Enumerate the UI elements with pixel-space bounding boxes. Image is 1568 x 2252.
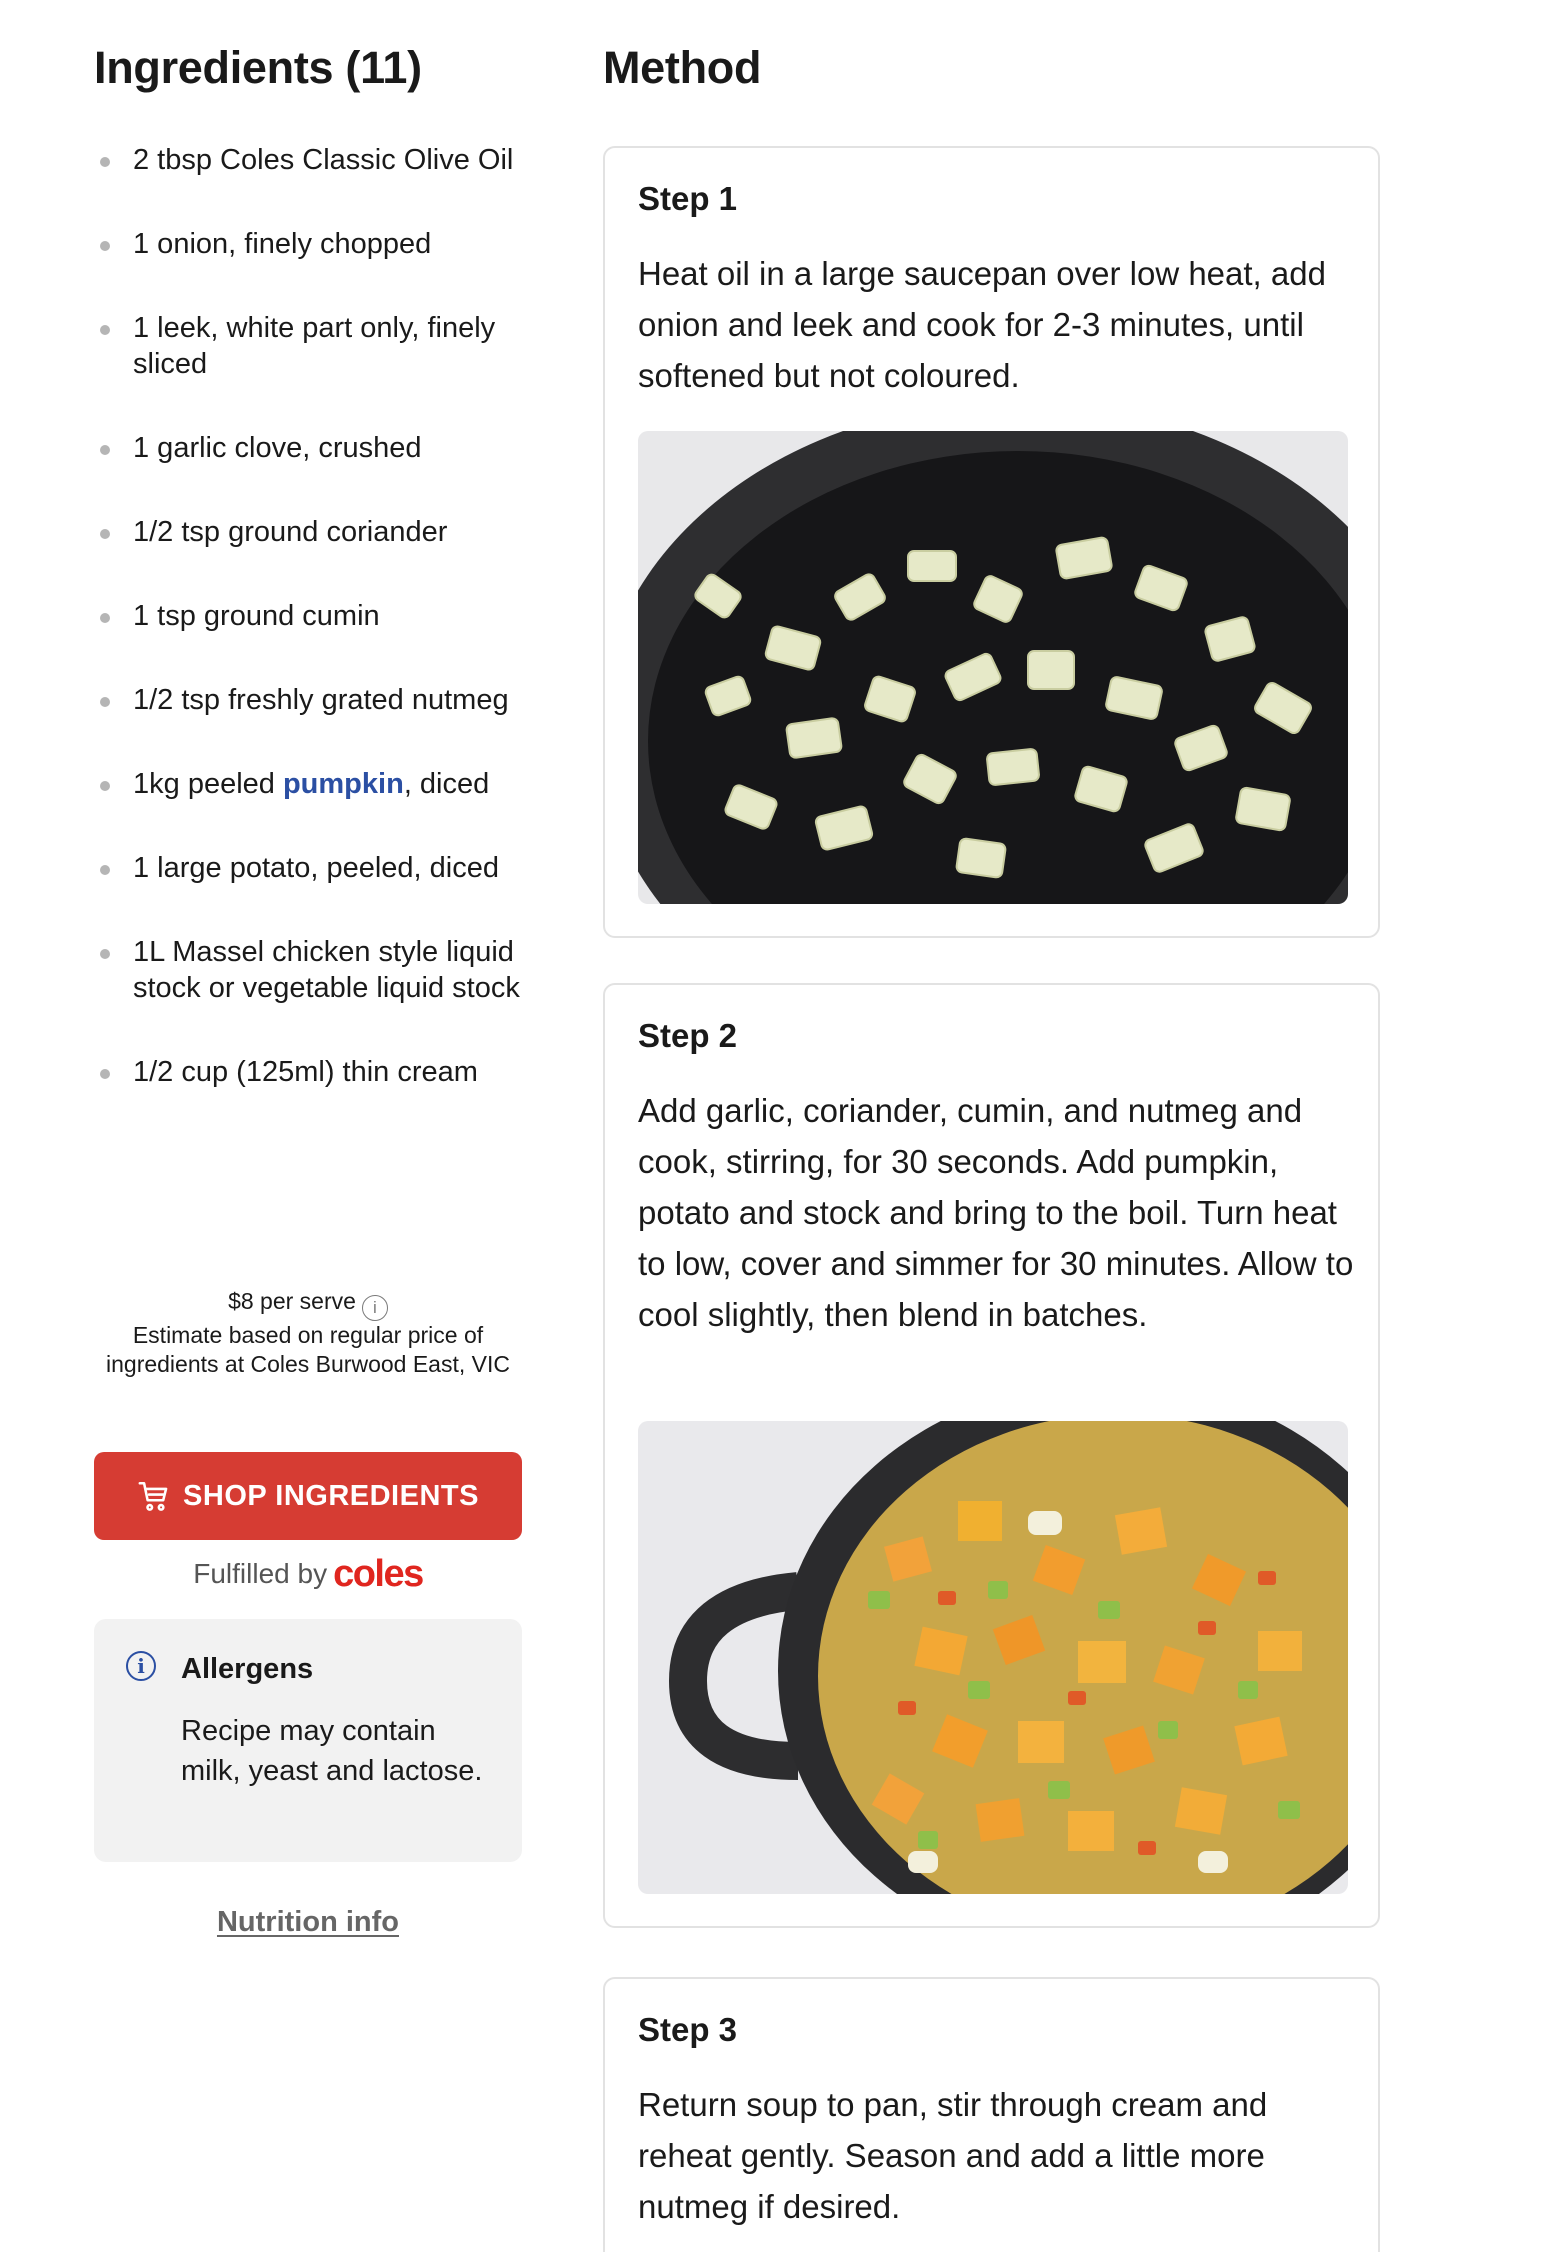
- list-item: 1/2 tsp freshly grated nutmeg: [94, 682, 522, 718]
- list-item: 1 leek, white part only, finely sliced: [94, 310, 522, 382]
- list-item: 1kg peeled pumpkin, diced: [94, 766, 522, 802]
- cart-icon: [137, 1479, 171, 1513]
- ingredients-title: Ingredients (11): [94, 42, 422, 93]
- coles-logo: coles: [333, 1553, 423, 1595]
- method-title: Method: [603, 42, 762, 93]
- step-text: Add garlic, coriander, cumin, and nutmeg and cook, stirring, for 30 seconds. Add pumpkin, potato and stock and bring to the boil. Turn heat to low, cover and simmer for 30 minutes. Allow to cool slightly, then blend in batches.: [638, 1092, 1354, 1333]
- fulfilled-by: Fulfilled by coles: [193, 1553, 423, 1595]
- nutrition-info-link[interactable]: Nutrition info: [216, 1906, 399, 1938]
- price-estimate: [94, 1287, 522, 1379]
- bullet-icon: [100, 241, 110, 251]
- pumpkin-link[interactable]: pumpkin: [282, 768, 404, 800]
- bullet-icon: [100, 445, 110, 455]
- step-card-3: [603, 1977, 1380, 2252]
- info-icon: i: [126, 1651, 156, 1681]
- bullet-icon: [100, 325, 110, 335]
- onion-pan-photo: [638, 431, 1348, 904]
- step-title: Step 2: [638, 1017, 738, 1054]
- allergens-box: [94, 1619, 522, 1862]
- ingredient-list: [94, 142, 522, 1138]
- list-item: 1 tsp ground cumin: [94, 598, 522, 634]
- step-title: Step 1: [638, 180, 738, 217]
- step-1-image: [638, 431, 1348, 904]
- list-item: 1 onion, finely chopped: [94, 226, 522, 262]
- price-per-serve: $8 per serve: [228, 1288, 356, 1314]
- list-item: 1/2 tsp ground coriander: [94, 514, 522, 550]
- list-item: 2 tbsp Coles Classic Olive Oil: [94, 142, 522, 178]
- step-text: Return soup to pan, stir through cream and reheat gently. Season and add a little more nutmeg if desired.: [638, 2086, 1268, 2225]
- bullet-icon: [100, 865, 110, 875]
- list-item: 1L Massel chicken style liquid stock or vegetable liquid stock: [94, 934, 522, 1006]
- allergens-text: Recipe may contain milk, yeast and lactose.: [181, 1715, 483, 1787]
- list-item: 1/2 cup (125ml) thin cream: [94, 1054, 522, 1090]
- list-item: 1 large potato, peeled, diced: [94, 850, 522, 886]
- allergens-title: Allergens: [181, 1653, 314, 1685]
- step-2-image: [638, 1421, 1348, 1894]
- bullet-icon: [100, 949, 110, 959]
- info-icon[interactable]: i: [362, 1295, 388, 1321]
- step-text: Heat oil in a large saucepan over low heat, add onion and leek and cook for 2-3 minutes, until softened but not coloured.: [638, 255, 1326, 394]
- step-title: Step 3: [638, 2011, 738, 2048]
- bullet-icon: [100, 529, 110, 539]
- bullet-icon: [100, 781, 110, 791]
- step-card-1: [603, 146, 1380, 938]
- shop-ingredients-button[interactable]: SHOP INGREDIENTS: [94, 1452, 522, 1540]
- price-note: Estimate based on regular price of ingredients at Coles Burwood East, VIC: [106, 1322, 510, 1377]
- pumpkin-soup-pot-photo: [638, 1421, 1348, 1894]
- bullet-icon: [100, 697, 110, 707]
- step-card-2: [603, 983, 1380, 1928]
- bullet-icon: [100, 157, 110, 167]
- bullet-icon: [100, 1069, 110, 1079]
- list-item: 1 garlic clove, crushed: [94, 430, 522, 466]
- bullet-icon: [100, 613, 110, 623]
